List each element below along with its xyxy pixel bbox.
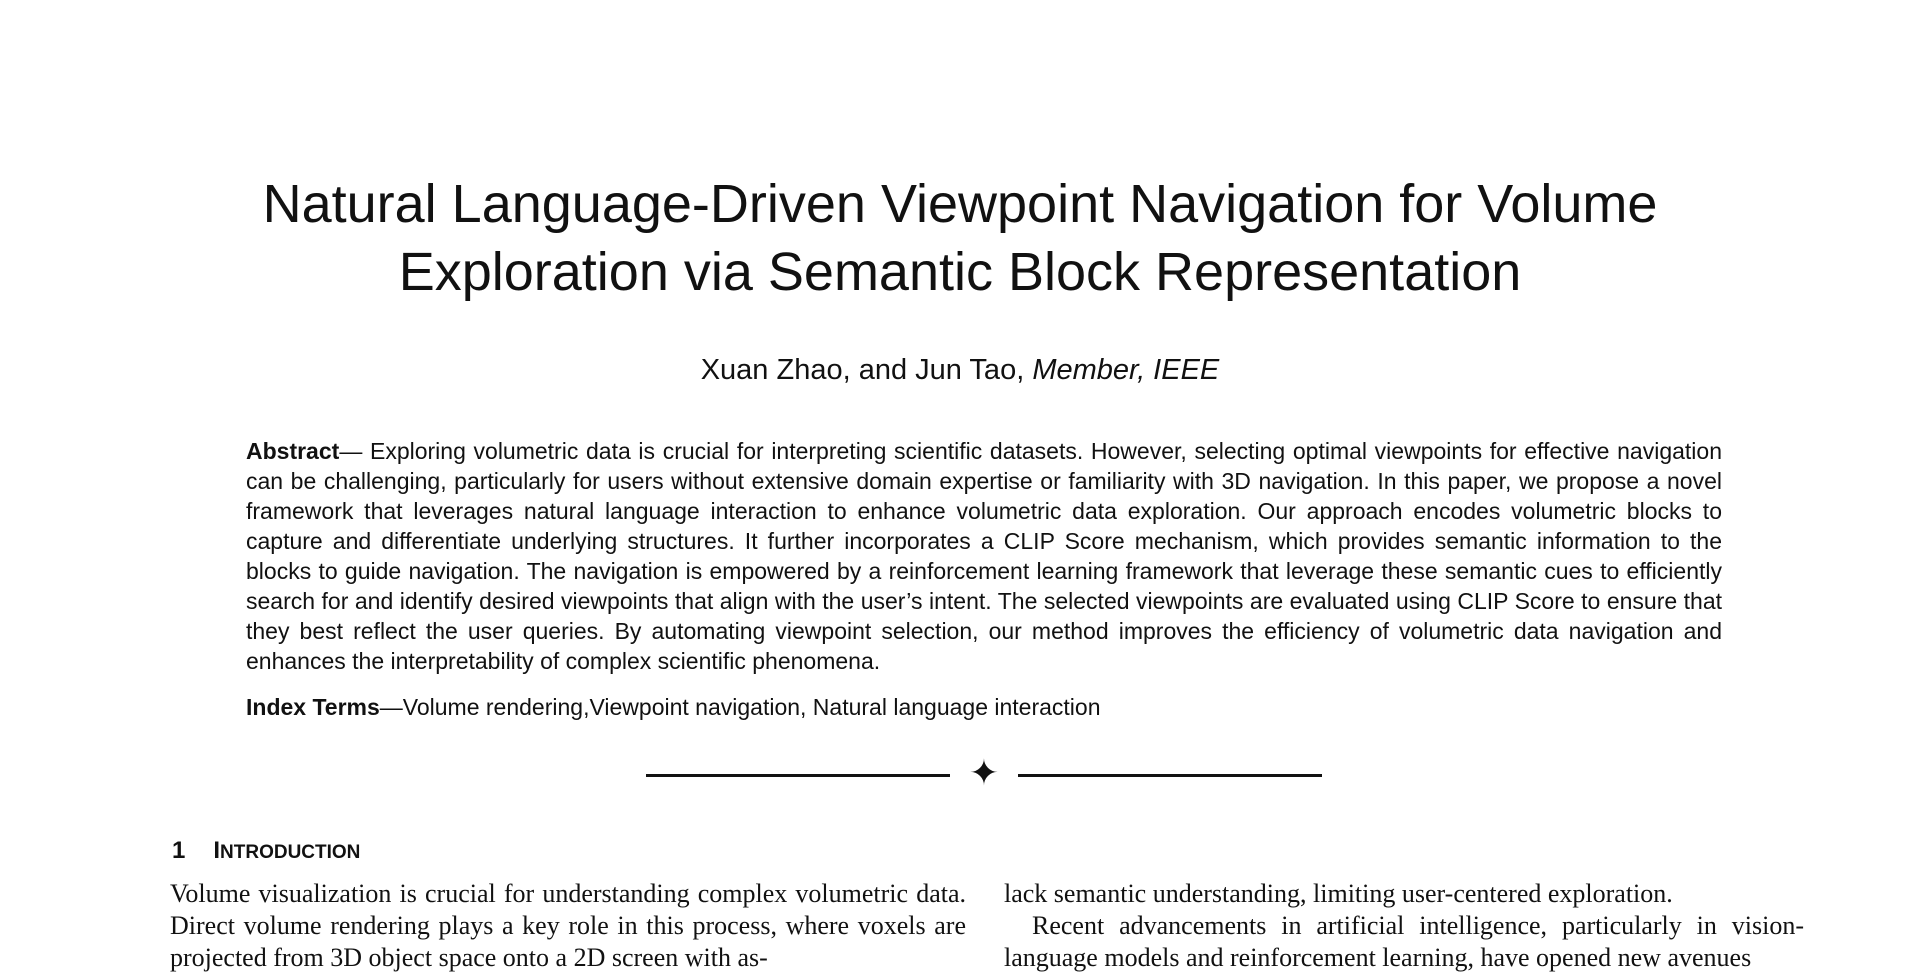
paper-title xyxy=(160,170,1760,306)
body-column-right xyxy=(1004,878,1804,974)
author-names: Xuan Zhao, and Jun Tao, xyxy=(700,354,1025,386)
divider-star-icon: ✦ xyxy=(968,753,1000,794)
body-paragraph: lack semantic understanding, limiting user-centered exploration. xyxy=(1004,879,1673,908)
section-heading-introduction xyxy=(172,836,360,868)
index-terms-text: —Volume rendering,Viewpoint navigation, Natural language interaction xyxy=(379,694,1101,720)
paper-title-line-2: Exploration via Semantic Block Representation xyxy=(398,242,1522,302)
section-title-rest: NTRODUCTION xyxy=(220,842,361,863)
abstract-text: — Exploring volumetric data is crucial for interpreting scientific datasets. However, selecting optimal viewpoints for effective navigation can be challenging, particularly for users without extensive domain expertise or familiarity with 3D navigation. In this paper, we propose a novel framework that leverages natural language interaction to enhance volumetric data exploration. Our approach encodes volumetric blocks to capture and differentiate underlying structures. It further incorporates a CLIP Score mechanism, which provides semantic information to the blocks to guide navigation. The navigation is empowered by a reinforcement learning framework that leverage these semantic cues to efficiently search for and identify desired viewpoints that align with the user’s intent. The selected viewpoints are evaluated using CLIP Score to ensure that they best reflect the user queries. By automating viewpoint selection, our method improves the efficiency of volumetric data navigation and enhances the interpretability of complex scientific phenomena. xyxy=(246,438,1722,674)
divider-line-left xyxy=(646,774,950,777)
body-paragraph: Recent advancements in artificial intelligence, particularly in vision-language models and reinforcement learning, have opened new avenues xyxy=(1004,911,1804,972)
paper-title-line-1: Natural Language-Driven Viewpoint Navigation for Volume xyxy=(262,174,1658,234)
abstract-label: Abstract xyxy=(246,438,340,464)
index-terms-label: Index Terms xyxy=(246,694,380,720)
index-terms xyxy=(246,692,1722,722)
author-affiliation: Member, IEEE xyxy=(1032,354,1220,386)
author-line xyxy=(160,352,1760,388)
section-title-initial: I xyxy=(213,837,221,864)
section-number: 1 xyxy=(172,837,186,864)
divider-line-right xyxy=(1018,774,1322,777)
abstract xyxy=(246,436,1722,676)
body-column-left xyxy=(170,878,966,974)
body-paragraph: Volume visualization is crucial for understanding complex volumetric data. Direct volume rendering plays a key role in this process, where voxels are projected from 3D object space onto a 2D screen with as- xyxy=(170,879,966,972)
